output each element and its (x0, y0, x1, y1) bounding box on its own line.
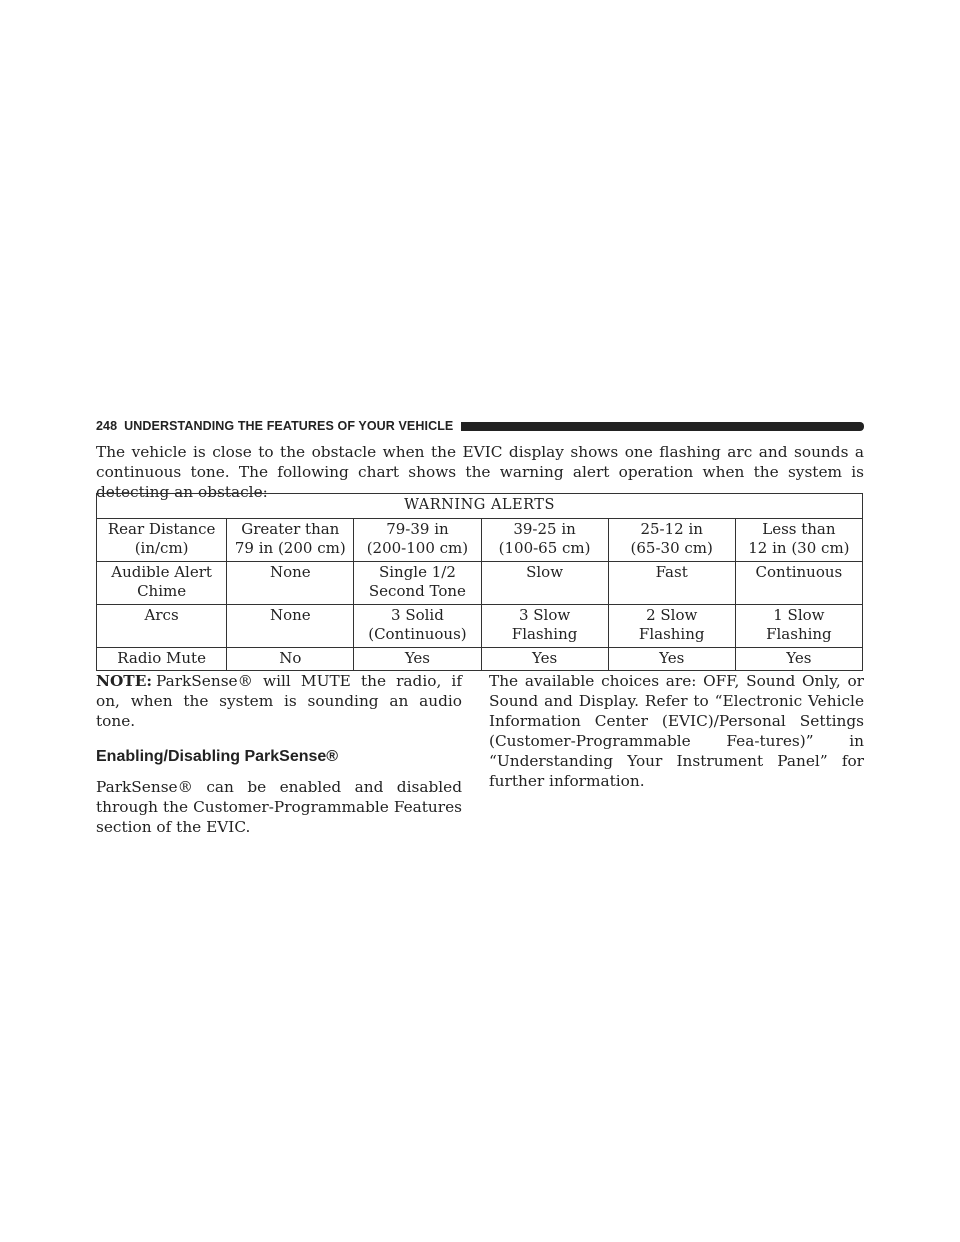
table-cell (608, 604, 735, 647)
table-cell (735, 561, 862, 604)
cell-line: 25-12 in (640, 519, 703, 538)
table-cell (227, 518, 354, 561)
table-cell (481, 518, 608, 561)
note-paragraph (96, 671, 462, 731)
cell-line: Audible Alert (111, 562, 212, 581)
row-label-cell (97, 518, 227, 561)
table-cell (481, 604, 608, 647)
page-header (96, 419, 864, 433)
cell-line: 79 in (200 cm) (234, 539, 346, 557)
cell-line: Flashing (638, 625, 705, 643)
cell-line: Second Tone (368, 582, 466, 600)
cell-line: Rear Distance (107, 519, 216, 538)
table-row (97, 647, 863, 671)
right-paragraph: The available choices are: OFF, Sound Only, or Sound and Display. Refer to “Electronic Vehicle Information Center (EVIC)/Personal Settings (Customer-Programmable Fea-tures)” in “Understanding Your Instrument Panel” for further information. (489, 672, 864, 790)
cell-line: 2 Slow (646, 605, 698, 624)
cell-line: 12 in (30 cm) (748, 539, 850, 557)
cell-line: Flashing (511, 625, 578, 643)
warning-alerts-table (96, 493, 863, 671)
section-body: ParkSense® can be enabled and disabled through the Customer-Programmable Features section of the EVIC. (96, 778, 462, 836)
cell-line: Yes (659, 648, 685, 667)
table-row (97, 518, 863, 561)
intro-text: The vehicle is close to the obstacle when the EVIC display shows one flashing arc and sounds a continuous tone. The following chart shows the warning alert operation when the system is detecting an obstacle: (96, 443, 864, 501)
section-heading: Enabling/Disabling ParkSense® (96, 748, 339, 765)
cell-line: (Continuous) (368, 625, 467, 643)
table-cell (354, 604, 481, 647)
cell-line: Flashing (766, 625, 832, 643)
table-row (97, 604, 863, 647)
table-cell (354, 647, 481, 671)
table-row (97, 561, 863, 604)
cell-line: Fast (655, 562, 688, 581)
table-cell (608, 647, 735, 671)
table-cell (354, 561, 481, 604)
cell-line: 1 Slow (773, 605, 825, 624)
table-cell (735, 647, 862, 671)
table-cell (735, 604, 862, 647)
cell-line: (65-30 cm) (630, 539, 713, 557)
cell-line: Greater than (241, 519, 340, 538)
cell-line: Yes (531, 648, 558, 667)
table-cell (227, 647, 354, 671)
cell-line: Arcs (144, 605, 179, 624)
left-column (96, 671, 462, 837)
cell-line: Yes (404, 648, 431, 667)
table-cell (608, 518, 735, 561)
cell-line: Slow (526, 562, 564, 581)
right-column (489, 671, 864, 791)
cell-line: (in/cm) (134, 539, 189, 557)
note-label: NOTE: (96, 672, 152, 690)
table-title-row (97, 494, 863, 519)
cell-line: Chime (137, 582, 187, 600)
header-rule (461, 422, 864, 431)
cell-line: (100-65 cm) (498, 539, 591, 557)
section-title: UNDERSTANDING THE FEATURES OF YOUR VEHICLE (124, 419, 454, 433)
table-cell (227, 561, 354, 604)
cell-line: Less than (762, 519, 836, 538)
table-body (97, 518, 863, 671)
cell-line: (200-100 cm) (366, 539, 469, 557)
table-cell (608, 561, 735, 604)
row-label-cell (97, 561, 227, 604)
cell-line: Continuous (755, 562, 843, 581)
cell-line: None (269, 605, 311, 624)
row-label-cell (97, 647, 227, 671)
cell-line: 39-25 in (513, 519, 576, 538)
table-cell (735, 518, 862, 561)
page-number: 248 (96, 419, 118, 433)
table-cell (354, 518, 481, 561)
cell-line: 3 Slow (518, 605, 571, 624)
cell-line: 79-39 in (386, 519, 449, 538)
cell-line: Yes (786, 648, 812, 667)
cell-line: No (279, 648, 302, 667)
cell-line: None (269, 562, 311, 581)
table-cell (481, 561, 608, 604)
table-cell (481, 647, 608, 671)
note-text: ParkSense® will MUTE the radio, if on, when the system is sounding an audio tone. (96, 672, 462, 730)
cell-line: Single 1/2 (378, 562, 456, 581)
cell-line: 3 Solid (391, 605, 444, 624)
table-cell (227, 604, 354, 647)
cell-line: Radio Mute (117, 648, 206, 667)
row-label-cell (97, 604, 227, 647)
table-title: WARNING ALERTS (97, 494, 863, 519)
